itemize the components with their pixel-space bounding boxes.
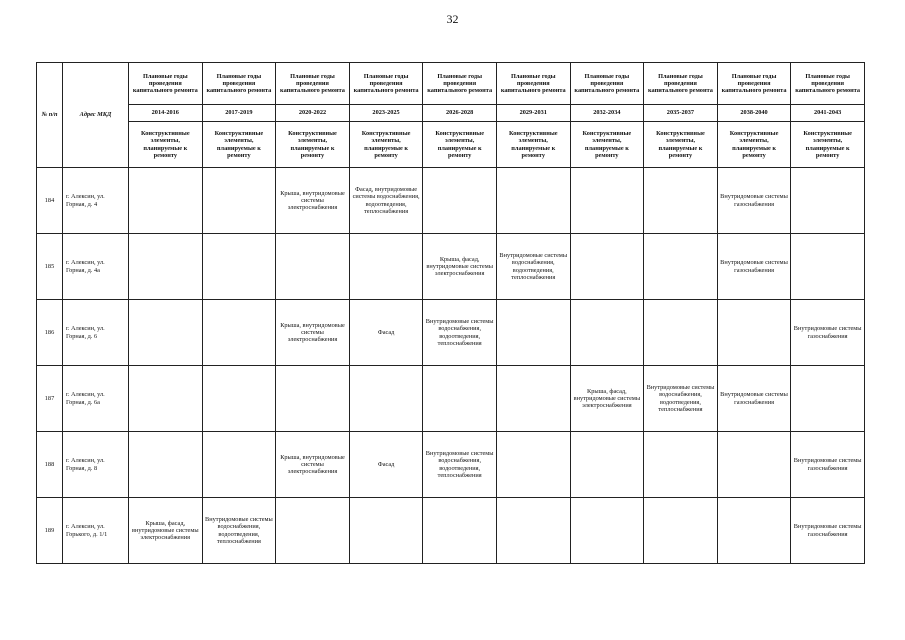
plan-years-header: Плановые годы проведения капитального ремонта (644, 63, 718, 105)
period-header: 2029-2031 (496, 105, 570, 122)
repair-elements-cell (349, 498, 423, 564)
plan-years-header: Плановые годы проведения капитального ремонта (202, 63, 276, 105)
repair-elements-cell (717, 432, 791, 498)
plan-years-header: Плановые годы проведения капитального ремонта (276, 63, 350, 105)
elements-header: Конструктивные элементы, планируемые к ремонту (276, 122, 350, 168)
elements-header: Конструктивные элементы, планируемые к ремонту (349, 122, 423, 168)
repair-elements-cell (791, 366, 865, 432)
row-address: г. Алексин, ул. Горького, д. 1/1 (63, 498, 129, 564)
header-row-plan (37, 63, 865, 105)
repair-elements-cell (644, 498, 718, 564)
row-number: 184 (37, 168, 63, 234)
page-number: 32 (446, 12, 459, 26)
table-row (37, 498, 865, 564)
repair-elements-cell: Внутридомовые системы газоснабжения (791, 498, 865, 564)
repair-elements-cell (570, 168, 644, 234)
repair-elements-cell: Крыша, фасад, внутридомовые системы электроснабжения (570, 366, 644, 432)
plan-years-header: Плановые годы проведения капитального ремонта (349, 63, 423, 105)
repair-elements-cell (644, 300, 718, 366)
table-row (37, 234, 865, 300)
row-number: 186 (37, 300, 63, 366)
period-header: 2014-2016 (129, 105, 203, 122)
elements-header: Конструктивные элементы, планируемые к ремонту (202, 122, 276, 168)
repair-elements-cell: Внутридомовые системы газоснабжения (717, 234, 791, 300)
repair-elements-cell (496, 300, 570, 366)
repair-elements-cell: Внутридомовые системы газоснабжения (717, 168, 791, 234)
repair-elements-cell (202, 432, 276, 498)
repair-elements-cell (644, 234, 718, 300)
repair-elements-cell (276, 498, 350, 564)
elements-header: Конструктивные элементы, планируемые к ремонту (570, 122, 644, 168)
repair-elements-cell: Крыша, внутридомовые системы электроснабжения (276, 432, 350, 498)
repair-elements-cell (276, 366, 350, 432)
repair-elements-cell: Крыша, фасад, внутридомовые системы электроснабжения (423, 234, 497, 300)
period-header: 2035-2037 (644, 105, 718, 122)
repair-elements-cell (129, 234, 203, 300)
elements-header: Конструктивные элементы, планируемые к ремонту (791, 122, 865, 168)
plan-years-header: Плановые годы проведения капитального ремонта (496, 63, 570, 105)
table-row (37, 432, 865, 498)
table-body (37, 168, 865, 564)
capital-repair-schedule-table (36, 62, 865, 564)
plan-years-header: Плановые годы проведения капитального ремонта (129, 63, 203, 105)
repair-elements-cell: Крыша, внутридомовые системы электроснабжения (276, 300, 350, 366)
repair-elements-cell (276, 234, 350, 300)
repair-elements-cell: Крыша, внутридомовые системы электроснабжения (276, 168, 350, 234)
repair-elements-cell (496, 498, 570, 564)
repair-elements-cell: Фасад, внутридомовые системы водоснабжения, водоотведения, теплоснабжения (349, 168, 423, 234)
repair-elements-cell: Внутридомовые системы водоснабжения, водоотведения, теплоснабжения (202, 498, 276, 564)
repair-elements-cell (644, 168, 718, 234)
row-address: г. Алексин, ул. Горная, д. 6а (63, 366, 129, 432)
repair-elements-cell (570, 498, 644, 564)
repair-elements-cell (349, 366, 423, 432)
repair-elements-cell: Внутридомовые системы газоснабжения (717, 366, 791, 432)
repair-elements-cell (570, 432, 644, 498)
row-number: 187 (37, 366, 63, 432)
elements-header: Конструктивные элементы, планируемые к ремонту (717, 122, 791, 168)
elements-header: Конструктивные элементы, планируемые к ремонту (423, 122, 497, 168)
repair-elements-cell (496, 432, 570, 498)
repair-elements-cell: Внутридомовые системы водоснабжения, водоотведения, теплоснабжения (423, 432, 497, 498)
table-row (37, 366, 865, 432)
repair-elements-cell (423, 168, 497, 234)
num-column-header: № п/п (37, 63, 63, 168)
repair-elements-cell (202, 168, 276, 234)
repair-elements-cell (570, 300, 644, 366)
plan-years-header: Плановые годы проведения капитального ремонта (791, 63, 865, 105)
repair-elements-cell (791, 234, 865, 300)
repair-elements-cell (129, 168, 203, 234)
elements-header: Конструктивные элементы, планируемые к ремонту (129, 122, 203, 168)
row-number: 185 (37, 234, 63, 300)
repair-elements-cell (129, 300, 203, 366)
row-address: г. Алексин, ул. Горная, д. 4 (63, 168, 129, 234)
elements-header: Конструктивные элементы, планируемые к ремонту (496, 122, 570, 168)
period-header: 2026-2028 (423, 105, 497, 122)
repair-elements-cell (644, 432, 718, 498)
repair-elements-cell: Фасад (349, 300, 423, 366)
period-header: 2023-2025 (349, 105, 423, 122)
row-number: 188 (37, 432, 63, 498)
repair-elements-cell (717, 498, 791, 564)
repair-elements-cell: Внутридомовые системы водоснабжения, водоотведения, теплоснабжения (644, 366, 718, 432)
repair-elements-cell (423, 498, 497, 564)
repair-elements-cell (570, 234, 644, 300)
period-header: 2032-2034 (570, 105, 644, 122)
period-header: 2038-2040 (717, 105, 791, 122)
repair-elements-cell: Крыша, фасад, внутридомовые системы электроснабжения (129, 498, 203, 564)
table-row (37, 300, 865, 366)
repair-elements-cell (423, 366, 497, 432)
row-number: 189 (37, 498, 63, 564)
plan-years-header: Плановые годы проведения капитального ремонта (717, 63, 791, 105)
repair-elements-cell: Внутридомовые системы водоснабжения, водоотведения, теплоснабжения (423, 300, 497, 366)
row-address: г. Алексин, ул. Горная, д. 4а (63, 234, 129, 300)
row-address: г. Алексин, ул. Горная, д. 6 (63, 300, 129, 366)
elements-header: Конструктивные элементы, планируемые к ремонту (644, 122, 718, 168)
address-column-header: Адрес МКД (63, 63, 129, 168)
repair-elements-cell: Внутридомовые системы газоснабжения (791, 432, 865, 498)
repair-elements-cell (496, 168, 570, 234)
repair-elements-cell: Внутридомовые системы газоснабжения (791, 300, 865, 366)
plan-years-header: Плановые годы проведения капитального ремонта (570, 63, 644, 105)
period-header: 2017-2019 (202, 105, 276, 122)
repair-elements-cell: Внутридомовые системы водоснабжения, водоотведения, теплоснабжения (496, 234, 570, 300)
period-header: 2041-2043 (791, 105, 865, 122)
header-row-periods (37, 105, 865, 122)
plan-years-header: Плановые годы проведения капитального ремонта (423, 63, 497, 105)
header-row-elements (37, 122, 865, 168)
repair-elements-cell (496, 366, 570, 432)
repair-elements-cell (202, 300, 276, 366)
repair-elements-cell (129, 366, 203, 432)
repair-elements-cell (129, 432, 203, 498)
repair-elements-cell: Фасад (349, 432, 423, 498)
row-address: г. Алексин, ул. Горная, д. 8 (63, 432, 129, 498)
repair-elements-cell (349, 234, 423, 300)
repair-elements-cell (717, 300, 791, 366)
repair-elements-cell (202, 234, 276, 300)
repair-elements-cell (202, 366, 276, 432)
table-row (37, 168, 865, 234)
period-header: 2020-2022 (276, 105, 350, 122)
repair-elements-cell (791, 168, 865, 234)
